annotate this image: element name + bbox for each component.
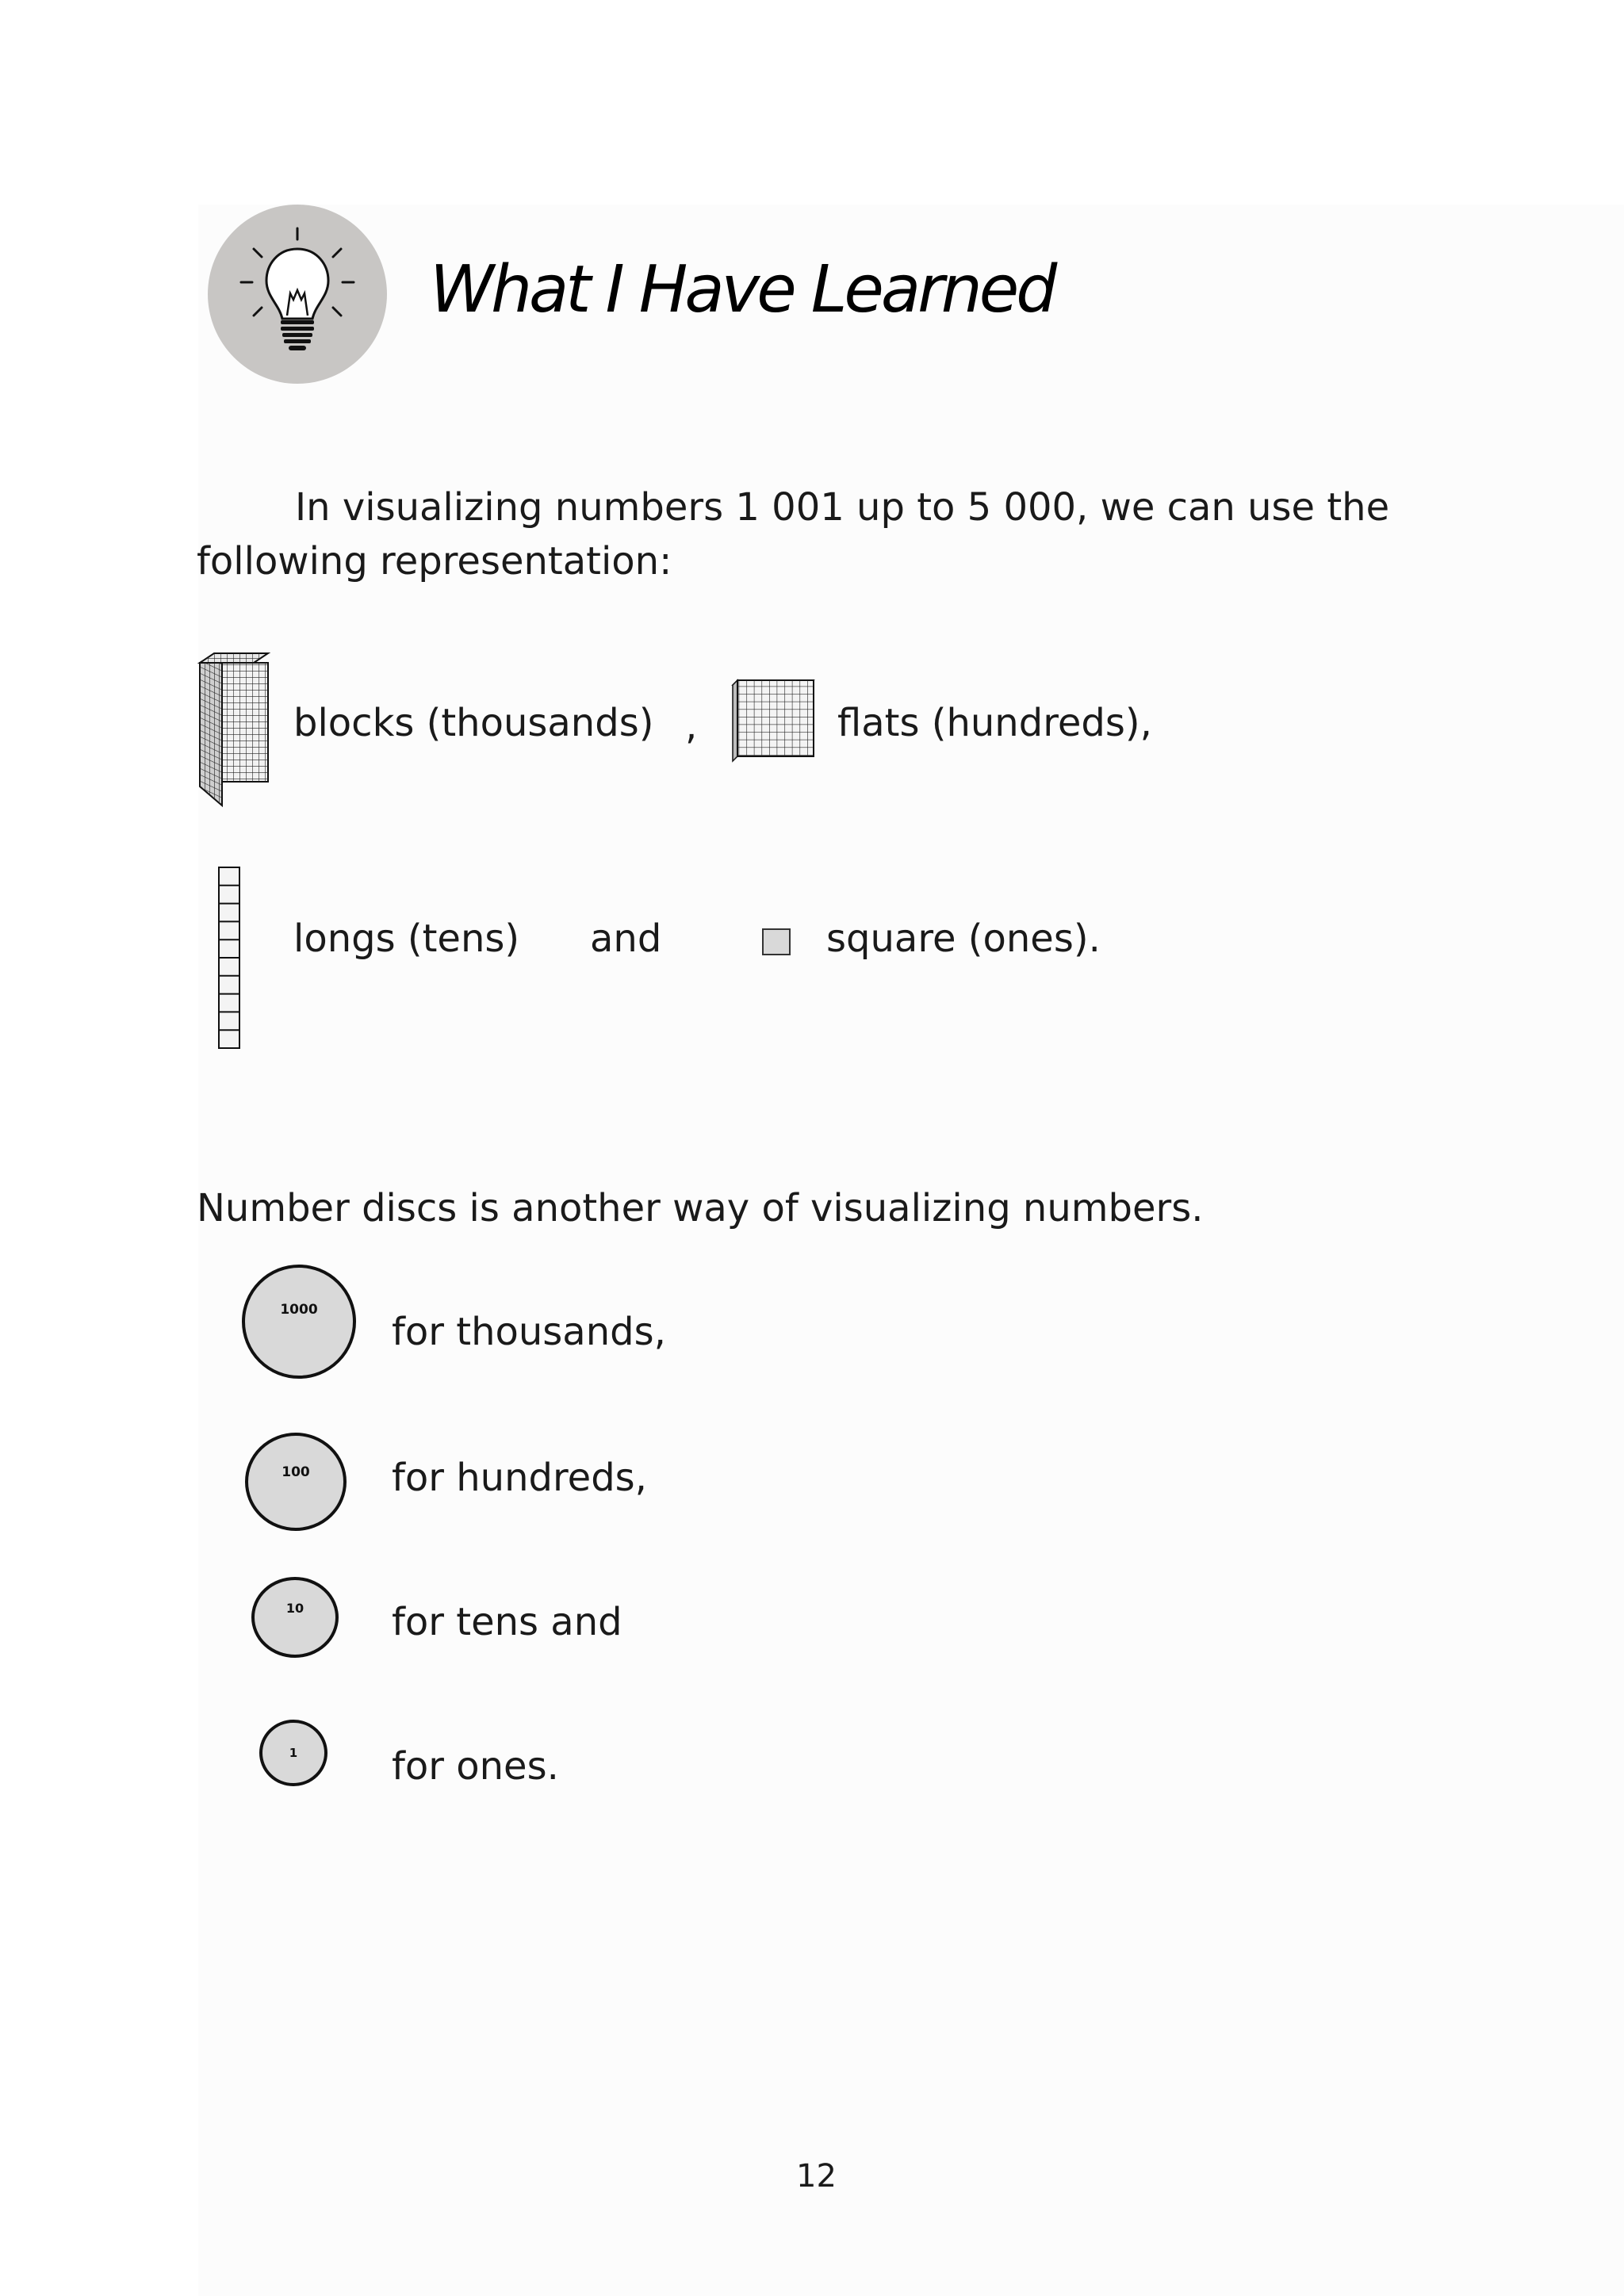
intro-line-2: following representation: bbox=[197, 539, 672, 584]
thousands-disc-value: 1000 bbox=[280, 1302, 318, 1318]
page-number: 12 bbox=[796, 2158, 837, 2195]
hundreds-disc-label: for hundreds, bbox=[392, 1456, 647, 1500]
squares-label: square (ones). bbox=[826, 916, 1101, 961]
blocks-separator: , bbox=[685, 704, 698, 748]
thousands-disc-label: for thousands, bbox=[392, 1310, 666, 1354]
ones-disc-label: for ones. bbox=[392, 1744, 559, 1789]
ten-long-icon bbox=[217, 866, 241, 1050]
tens-disc-label: for tens and bbox=[392, 1600, 622, 1644]
thousands-disc-icon bbox=[241, 1264, 357, 1380]
flats-label: flats (hundreds), bbox=[837, 701, 1152, 745]
and-text: and bbox=[590, 916, 662, 961]
tens-disc-value: 10 bbox=[285, 1601, 304, 1616]
ones-disc-icon bbox=[259, 1719, 328, 1787]
hundreds-disc-value: 100 bbox=[282, 1464, 310, 1480]
tens-disc-icon bbox=[251, 1576, 339, 1659]
lightbulb-icon bbox=[208, 205, 387, 384]
page-title: What I Have Learned bbox=[430, 252, 1055, 327]
one-square-icon bbox=[761, 928, 791, 956]
intro-paragraph bbox=[197, 480, 1390, 588]
hundreds-disc-icon bbox=[244, 1432, 347, 1532]
ones-disc-value: 1 bbox=[289, 1746, 298, 1760]
blocks-label: blocks (thousands) bbox=[293, 701, 654, 745]
longs-label: longs (tens) bbox=[293, 916, 520, 961]
hundred-flat-icon bbox=[731, 679, 815, 763]
discs-intro: Number discs is another way of visualizing numbers. bbox=[197, 1186, 1204, 1230]
intro-line-1: In visualizing numbers 1 001 up to 5 000, we can use the bbox=[295, 485, 1390, 530]
thousand-block-icon bbox=[195, 652, 271, 807]
